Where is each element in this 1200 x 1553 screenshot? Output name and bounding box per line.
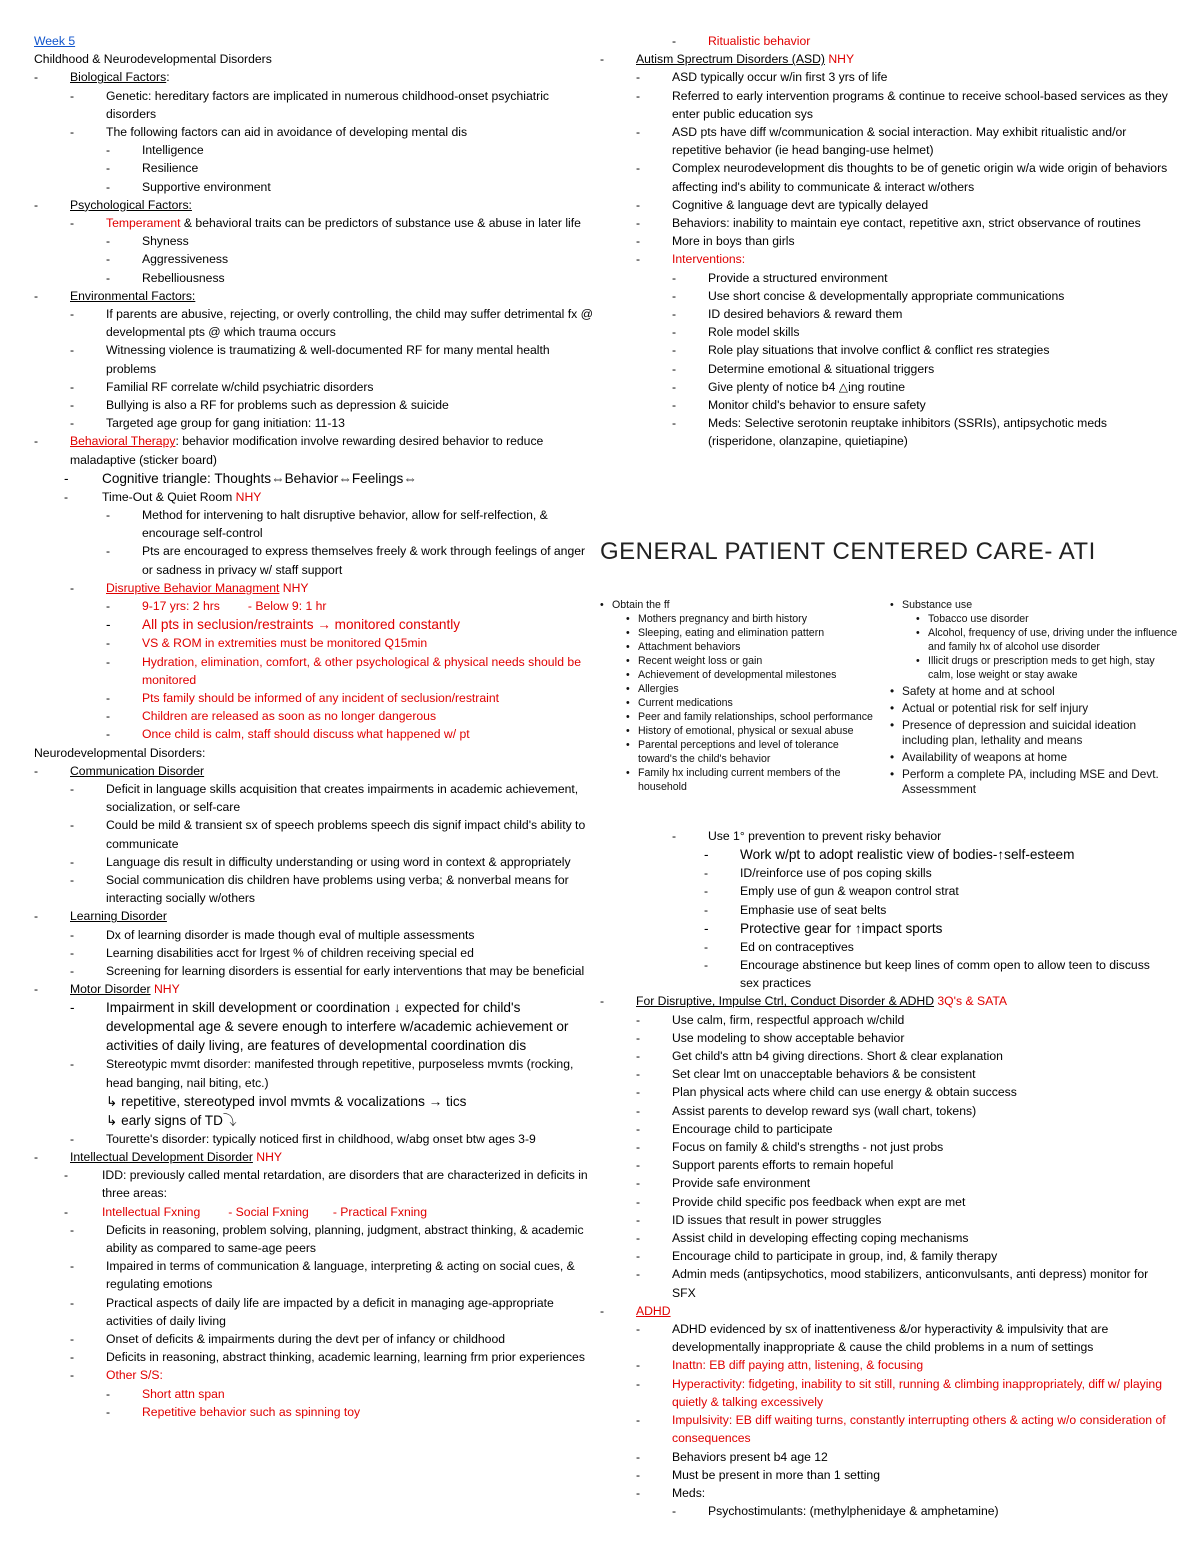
right-b-text: Emply use of gun & weapon control strat — [740, 884, 959, 899]
right-text: Interventions — [672, 252, 742, 267]
ati-item: • Presence of depression and suicidal ideation including plan, lethality and means — [890, 718, 1180, 748]
right-line — [600, 341, 1170, 359]
left-line — [34, 305, 594, 341]
left-text: Impairment in skill development or coordination ↓ expected for child's developmental age & severe enough to interfere w/academic achievement or activities of daily living, are features of developmental coordination dis — [106, 1000, 569, 1054]
left-text: Children are released as soon as no longer dangerous — [142, 709, 437, 724]
left-text: Other S/S: — [106, 1368, 163, 1383]
ati-sub-item: • Illicit drugs or prescription meds to get high, stay calm, lose weight or stay awake — [890, 654, 1180, 682]
right-b-text: ADHD evidenced by sx of inattentiveness &/or hyperactivity & impulsivity that are developmentally inappropriate & cause the child problems in a num of settings — [672, 1322, 1109, 1355]
left-line — [34, 1130, 594, 1148]
right-text: Referred to early intervention programs & continue to receive school-based services as they enter public education sys — [672, 88, 1168, 121]
right-b-line — [600, 845, 1170, 864]
left-line — [34, 1221, 594, 1257]
left-line — [34, 287, 594, 305]
right-b-line — [600, 1502, 1170, 1520]
left-red-term: Temperament — [106, 216, 181, 231]
left-line — [34, 506, 594, 542]
left-line — [34, 488, 594, 506]
left-link: Week 5 — [34, 34, 76, 48]
right-b-line — [600, 1065, 1170, 1083]
left-text: Targeted age group for gang initiation: 11-13 — [106, 416, 345, 431]
right-line — [600, 287, 1170, 305]
left-text: Shyness — [142, 234, 189, 249]
left-line — [34, 944, 594, 962]
right-b-line — [600, 1411, 1170, 1447]
right-b-text: Assist child in developing effecting coping mechanisms — [672, 1231, 969, 1246]
left-text: Familial RF correlate w/child psychiatric disorders — [106, 379, 374, 394]
right-b-line — [600, 1029, 1170, 1047]
right-text: ASD typically occur w/in first 3 yrs of life — [672, 70, 888, 85]
right-b-heading: For Disruptive, Impulse Ctrl, Conduct Disorder & ADHD — [636, 994, 935, 1009]
right-b-text: Use 1° prevention to prevent risky behavior — [708, 829, 942, 843]
ati-item: • Allergies — [600, 682, 880, 696]
right-b-line — [600, 882, 1170, 900]
left-text: Pts are encouraged to express themselves freely & work through feelings of anger or sadness in privacy w/ staff support — [142, 544, 586, 577]
ati-item: • Availability of weapons at home — [890, 750, 1180, 765]
left-line — [34, 341, 594, 377]
ati-col-1 — [600, 598, 880, 794]
right-text: Ritualistic behavior — [708, 34, 811, 48]
ati-sub-item: • Tobacco use disorder — [890, 612, 1180, 626]
right-text: Give plenty of notice b4 △ing routine — [708, 379, 906, 394]
left-line — [34, 123, 594, 141]
left-tag: NHY — [150, 982, 180, 997]
ati-item: • Family hx including current members of the household — [600, 766, 880, 794]
right-b-text: Plan physical acts where child can use energy & obtain success — [672, 1085, 1017, 1100]
right-b-red-heading: ADHD — [636, 1303, 671, 1318]
left-line — [34, 816, 594, 852]
left-heading: Environmental Factors: — [70, 288, 196, 303]
left-inline-item: - Practical Fxning — [332, 1204, 427, 1219]
left-text: Once child is calm, staff should discuss what happened w/ pt — [142, 727, 470, 742]
right-b-text: Work w/pt to adopt realistic view of bodies-↑self-esteem — [740, 847, 1075, 863]
left-line — [34, 579, 594, 597]
right-line — [600, 196, 1170, 214]
right-line — [600, 232, 1170, 250]
ati-col1-head: • Obtain the ff — [600, 598, 880, 612]
left-text: Onset of deficits & impairments during the devt per of infancy or childhood — [106, 1332, 506, 1346]
left-text: Pts family should be informed of any incident of seclusion/restraint — [142, 690, 500, 705]
right-line — [600, 123, 1170, 159]
left-text: Deficits in reasoning, problem solving, planning, judgment, abstract thinking, & academic ability as compared to same-age peers — [106, 1222, 584, 1255]
right-line — [600, 250, 1170, 268]
left-line — [34, 250, 594, 268]
right-text: ASD pts have diff w/communication & social interaction. May exhibit ritualistic and/or repetitive behavior (ie head banging-use helmet) — [672, 125, 1127, 158]
right-b-text: Provide child specific pos feedback when expt are met — [672, 1194, 966, 1209]
right-text: Behaviors: inability to maintain eye contact, repetitive axn, strict observance of routines — [672, 216, 1141, 231]
left-text: Impaired in terms of communication & language, interpreting & acting on social cues, & regulating emotions — [106, 1259, 575, 1292]
right-b-line — [600, 992, 1170, 1010]
left-line — [34, 1348, 594, 1366]
left-text: The following factors can aid in avoidance of developing mental dis — [106, 125, 468, 140]
left-suffix: : — [166, 70, 170, 85]
right-text: Complex neurodevelopment dis thoughts to be of genetic origin w/a wide origin of behaviors affecting ind's ability to communicate & interact w/others — [672, 161, 1168, 194]
right-b-text: Set clear lmt on unacceptable behaviors & be consistent — [672, 1067, 976, 1082]
right-line — [600, 159, 1170, 195]
right-line — [600, 50, 1170, 68]
right-line — [600, 323, 1170, 341]
ati-item: • Peer and family relationships, school performance — [600, 710, 880, 724]
left-line — [34, 762, 594, 780]
right-text: ID desired behaviors & reward them — [708, 307, 903, 322]
left-text: Repetitive behavior such as spinning toy — [142, 1404, 361, 1419]
left-heading: Psychological Factors: — [70, 197, 192, 212]
right-line — [600, 87, 1170, 123]
left-inline-item: - Below 9: 1 hr — [247, 599, 327, 614]
left-text: : behavior modification involve rewarding desired behavior to reduce maladaptive (sticker board) — [70, 434, 544, 467]
left-inline-item: - Social Fxning — [228, 1204, 309, 1219]
ati-item: • Sleeping, eating and elimination pattern — [600, 626, 880, 640]
left-text: IDD: previously called mental retardation, are disorders that are characterized in deficits in three areas: — [102, 1168, 588, 1201]
left-line — [34, 962, 594, 980]
right-b-text: Hyperactivity: fidgeting, inability to sit still, running & climbing inappropriately, diff w/ playing quietly & talking excessively — [672, 1376, 1162, 1409]
right-b-text: Emphasie use of seat belts — [740, 902, 887, 917]
left-line — [34, 1366, 594, 1384]
right-line — [600, 414, 1170, 450]
left-line — [34, 159, 594, 177]
right-line — [600, 305, 1170, 323]
right-b-line — [600, 1448, 1170, 1466]
ati-col-2 — [890, 598, 1180, 797]
right-line — [600, 269, 1170, 287]
left-line — [34, 926, 594, 944]
left-text: Deficits in reasoning, abstract thinking, academic learning, learning frm prior experiences — [106, 1350, 585, 1365]
ati-sub-item: • Alcohol, frequency of use, driving under the influence and family hx of alcohol use disorder — [890, 626, 1180, 654]
right-line — [600, 396, 1170, 414]
right-b-text: Ed on contraceptives — [740, 939, 854, 954]
right-b-text: Must be present in more than 1 setting — [672, 1467, 880, 1482]
left-line — [34, 725, 594, 743]
right-line — [600, 214, 1170, 232]
right-b-line — [600, 1320, 1170, 1356]
left-text: Hydration, elimination, comfort, & other psychological & physical needs should be monitored — [142, 654, 581, 687]
right-b-line — [600, 1174, 1170, 1192]
left-line — [34, 744, 594, 762]
left-line — [34, 907, 594, 925]
right-b-line — [600, 864, 1170, 882]
left-red-heading: Behavioral Therapy — [70, 434, 176, 449]
left-line — [34, 998, 594, 1055]
ati-item: • Safety at home and at school — [890, 684, 1180, 699]
right-b-text: Encourage child to participate in group, ind, & family therapy — [672, 1249, 998, 1264]
right-line — [600, 378, 1170, 396]
left-line — [34, 1203, 594, 1221]
left-text: Dx of learning disorder is made though eval of multiple assessments — [106, 927, 475, 942]
left-line — [34, 196, 594, 214]
left-text: & behavioral traits can be predictors of substance use & abuse in later life — [180, 216, 581, 231]
left-text: Childhood & Neurodevelopmental Disorders — [34, 52, 272, 67]
right-b-text: Use calm, firm, respectful approach w/child — [672, 1012, 905, 1027]
right-b-line — [600, 1120, 1170, 1138]
left-line — [34, 378, 594, 396]
right-b-line — [600, 1102, 1170, 1120]
left-line — [34, 1055, 594, 1091]
right-b-text: Encourage abstinence but keep lines of comm open to allow teen to discuss sex practices — [740, 958, 1150, 991]
left-line — [34, 780, 594, 816]
left-heading: Biological Factors — [70, 70, 167, 85]
right-b-line — [600, 1083, 1170, 1101]
ati-item: • Attachment behaviors — [600, 640, 880, 654]
left-line — [34, 1092, 594, 1111]
left-line — [34, 396, 594, 414]
left-tag: NHY — [279, 580, 309, 595]
left-heading: Motor Disorder — [70, 982, 151, 997]
left-text: Social communication dis children have problems using verba; & nonverbal means for interacting socially w/others — [106, 872, 569, 906]
right-b-text: Focus on family & child's strengths - not just probs — [672, 1140, 944, 1155]
right-b-text: Inattn: EB diff paying attn, listening, & focusing — [672, 1358, 924, 1373]
ati-item: • Current medications — [600, 696, 880, 710]
right-b-text: Assist parents to develop reward sys (wall chart, tokens) — [672, 1103, 977, 1118]
left-text: Bullying is also a RF for problems such as depression & suicide — [106, 398, 449, 413]
right-text: Monitor child's behavior to ensure safety — [708, 398, 926, 413]
right-b-text: Psychostimulants: (methylphenidaye & amphetamine) — [708, 1504, 999, 1519]
left-line — [34, 87, 594, 123]
left-red-heading: Disruptive Behavior Managment — [106, 580, 280, 595]
left-heading: Intellectual Development Disorder — [70, 1149, 253, 1164]
left-inline-item: - 9-17 yrs: 2 hrs — [142, 599, 220, 614]
left-line — [34, 853, 594, 871]
right-text: Determine emotional & situational triggers — [708, 361, 935, 376]
right-tag: NHY — [824, 52, 855, 67]
left-line — [34, 980, 594, 998]
left-tag: NHY — [235, 489, 262, 504]
left-line — [34, 214, 594, 232]
right-b-line — [600, 938, 1170, 956]
right-column-bottom — [600, 827, 1170, 1520]
left-line — [34, 1111, 594, 1130]
left-line — [34, 232, 594, 250]
right-b-line — [600, 1466, 1170, 1484]
left-text: Time-Out & Quiet Room — [102, 489, 236, 504]
left-line — [34, 469, 594, 488]
left-line — [34, 634, 594, 652]
right-b-text: ID issues that result in power struggles — [672, 1212, 882, 1227]
left-line — [34, 1166, 594, 1202]
right-b-text: Use modeling to show acceptable behavior — [672, 1030, 905, 1045]
left-line — [34, 50, 594, 68]
ati-item: • Achievement of developmental milestones — [600, 668, 880, 682]
right-text: Meds: Selective serotonin reuptake inhibitors (SSRIs), antipsychotic meds (risperidone, olanzapine, quietiapine) — [708, 416, 1107, 449]
left-text: Rebelliousness — [142, 270, 225, 285]
right-b-text: ID/reinforce use of pos coping skills — [740, 866, 932, 881]
ati-item: • Mothers pregnancy and birth history — [600, 612, 880, 626]
right-b-line — [600, 956, 1170, 992]
left-text: Screening for learning disorders is essential for early interventions that may be beneficial — [106, 963, 585, 978]
left-text: Neurodevelopmental Disorders: — [34, 745, 206, 760]
left-text: Intelligence — [142, 143, 204, 158]
right-b-text: Encourage child to participate — [672, 1121, 833, 1136]
ati-item: • Recent weight loss or gain — [600, 654, 880, 668]
left-text: Short attn span — [142, 1386, 225, 1401]
left-line — [34, 707, 594, 725]
left-line — [34, 597, 594, 615]
ati-item: • Parental perceptions and level of tolerance toward's the child's behavior — [600, 738, 880, 766]
left-line — [34, 269, 594, 287]
left-text: Practical aspects of daily life are impacted by a deficit in managing age-appropriate activities of daily living — [106, 1295, 554, 1328]
right-line — [600, 68, 1170, 86]
ati-title: GENERAL PATIENT CENTERED CARE- ATI — [600, 538, 1096, 565]
ati-image — [600, 538, 1180, 828]
left-line — [34, 653, 594, 689]
left-heading: Learning Disorder — [70, 909, 167, 924]
right-b-line — [600, 901, 1170, 919]
left-text: Learning disabilities acct for lrgest % of children receiving special ed — [106, 945, 474, 960]
right-text: More in boys than girls — [672, 234, 795, 249]
left-line — [34, 432, 594, 468]
right-text: Role play situations that involve conflict & conflict res strategies — [708, 343, 1050, 358]
ati-item: • Perform a complete PA, including MSE and Devt. Assessmment — [890, 767, 1180, 797]
right-b-line — [600, 1302, 1170, 1320]
left-text: Tourette's disorder: typically noticed first in childhood, w/abg onset btw ages 3-9 — [106, 1131, 536, 1146]
right-heading: Autism Sprectrum Disorders (ASD) — [636, 52, 825, 67]
right-b-line — [600, 1011, 1170, 1029]
left-line — [34, 1148, 594, 1166]
left-text: Witnessing violence is traumatizing & well-documented RF for many mental health problems — [106, 343, 550, 376]
left-line — [34, 1257, 594, 1293]
right-b-line — [600, 1156, 1170, 1174]
right-text: Use short concise & developmentally appropriate communications — [708, 288, 1065, 303]
left-line — [34, 1294, 594, 1330]
left-line — [34, 141, 594, 159]
left-text: VS & ROM in extremities must be monitored Q15min — [142, 636, 428, 651]
left-inline-item: - Intellectual Fxning — [102, 1204, 201, 1219]
right-column-top — [600, 32, 1170, 451]
right-text: Provide a structured environment — [708, 270, 888, 285]
ati-item: • History of emotional, physical or sexual abuse — [600, 724, 880, 738]
left-column — [34, 32, 594, 1421]
left-line — [34, 68, 594, 86]
left-text: Method for intervening to halt disruptive behavior, allow for self-relfection, & encourage self-control — [142, 508, 548, 541]
right-b-line — [600, 1247, 1170, 1265]
right-b-line — [600, 1356, 1170, 1374]
left-text: ↳ early signs of TD⤵ — [106, 1112, 237, 1128]
right-b-text: Impulsivity: EB diff waiting turns, constantly interrupting others & acting w/o consideration of consequences — [672, 1413, 1166, 1446]
left-line — [34, 178, 594, 196]
left-text: ↳ repetitive, stereotyped invol mvmts & vocalizations → tics — [106, 1093, 467, 1109]
left-line — [34, 1403, 594, 1421]
right-b-text: Protective gear for ↑impact sports — [740, 920, 943, 936]
right-b-text: Support parents efforts to remain hopeful — [672, 1158, 894, 1173]
right-b-line — [600, 919, 1170, 938]
left-text: Language dis result in difficulty understanding or using word in context & appropriately — [106, 854, 571, 869]
right-b-line — [600, 1375, 1170, 1411]
right-line — [600, 360, 1170, 378]
right-b-line — [600, 1211, 1170, 1229]
left-text: Deficit in language skills acquisition that creates impairments in academic achievement, socialization, or self-care — [106, 781, 579, 815]
right-b-line — [600, 1047, 1170, 1065]
left-text: Could be mild & transient sx of speech problems speech dis signif impact child's ability to communicate — [106, 818, 586, 851]
left-text: If parents are abusive, rejecting, or overly controlling, the child may suffer detrimental fx @ developmental pts @ which trauma occurs — [106, 307, 594, 340]
right-b-line — [600, 1484, 1170, 1502]
left-line — [34, 1385, 594, 1403]
right-b-line — [600, 827, 1170, 845]
right-b-line — [600, 1265, 1170, 1301]
left-text: All pts in seclusion/restraints → monitored constantly — [142, 617, 461, 633]
left-text: Aggressiveness — [142, 252, 229, 267]
right-line — [600, 32, 1170, 50]
left-text: Supportive environment — [142, 179, 271, 194]
left-line — [34, 414, 594, 432]
left-line — [34, 32, 594, 50]
right-b-tag: 3Q's & SATA — [934, 994, 1008, 1009]
right-b-text: Meds: — [672, 1485, 706, 1500]
left-line — [34, 1330, 594, 1348]
left-text: Resilience — [142, 161, 199, 176]
right-b-text: Get child's attn b4 giving directions. Short & clear explanation — [672, 1049, 1003, 1064]
left-line — [34, 871, 594, 907]
ati-col2-head: • Substance use — [890, 598, 1180, 612]
left-text: Genetic: hereditary factors are implicated in numerous childhood-onset psychiatric disorders — [106, 88, 550, 121]
right-b-line — [600, 1193, 1170, 1211]
right-b-text: Admin meds (antipsychotics, mood stabilizers, anticonvulsants, anti depress) monitor for SFX — [672, 1267, 1149, 1300]
right-text: Role model skills — [708, 325, 800, 340]
left-text: Stereotypic mvmt disorder: manifested through repetitive, purposeless mvmts (rocking, head banging, nail biting, etc.) — [106, 1057, 574, 1090]
left-text: Cognitive triangle: Thoughts⇔Behavior⇔Feelings⇔ — [102, 470, 417, 486]
right-b-line — [600, 1229, 1170, 1247]
left-line — [34, 542, 594, 578]
right-b-line — [600, 1138, 1170, 1156]
left-line — [34, 689, 594, 707]
right-suffix: : — [741, 252, 746, 267]
right-b-text: Behaviors present b4 age 12 — [672, 1449, 828, 1464]
ati-item: • Actual or potential risk for self injury — [890, 701, 1180, 716]
right-b-text: Provide safe environment — [672, 1176, 811, 1191]
left-tag: NHY — [252, 1149, 283, 1164]
left-heading: Communication Disorder — [70, 763, 205, 778]
left-line — [34, 615, 594, 634]
right-text: Cognitive & language devt are typically delayed — [672, 197, 929, 212]
